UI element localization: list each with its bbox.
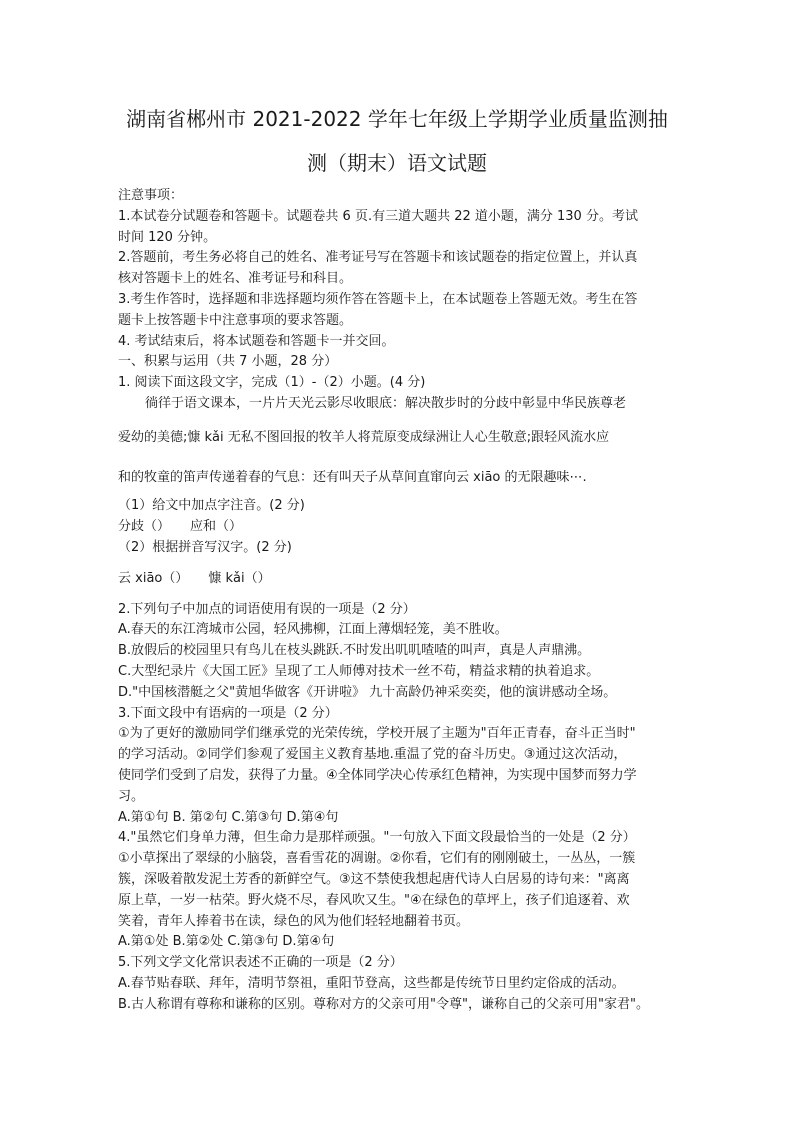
- q2-option: B.放假后的校园里只有鸟儿在枝头跳跃.不时发出叽叽喳喳的叫声，真是人声鼎沸。: [118, 643, 591, 659]
- q4-text-line: 笑着，青年人捧着书在读，绿色的风为他们轻轻地翻着书页。: [118, 913, 470, 929]
- q4-stem: 4."虽然它们身单力薄，但生命力是那样顽强。"一句放入下面文段最恰当的一处是（2 分）: [118, 830, 636, 846]
- q5-stem: 5.下列文学文化常识表述不正确的一项是（2 分）: [118, 955, 403, 971]
- q2-stem: 2.下列句子中加点的词语使用有误的一项是（2 分）: [118, 601, 416, 617]
- q1-stem: 1. 阅读下面这段文字，完成（1）-（2）小题。(4 分): [118, 375, 426, 391]
- notice-line: 时间 120 分钟。: [118, 229, 217, 245]
- q1-passage-line: 和的牧童的笛声传递着春的气息：还有叫天子从草间直窜向云 xiāo 的无限趣味⋯.: [118, 469, 587, 485]
- notice-line: 3.考生作答时，选择题和非选择题均须作答在答题卡上，在本试题卷上答题无效。考生在答: [118, 291, 638, 307]
- notice-line: 4. 考试结束后，将本试题卷和答题卡一并交回。: [118, 333, 395, 349]
- q4-text-line: 簇，深吸着散发泥土芳香的新鲜空气。③这不禁使我想起唐代诗人白居易的诗句来："离离: [118, 871, 630, 887]
- section-heading: 一、积累与运用（共 7 小题，28 分）: [118, 354, 338, 370]
- exam-body: [118, 186, 676, 1015]
- q4-options: A.第①处 B.第②处 C.第③句 D.第④句: [118, 934, 335, 950]
- q1-sub1-b: 应和（）: [190, 519, 243, 535]
- q3-options: A.第①句 B. 第②句 C.第③句 D.第④句: [118, 809, 339, 825]
- q1-sub2-a: 云 xiāo（）: [118, 570, 189, 586]
- q5-option: B.古人称谓有尊称和谦称的区别。尊称对方的父亲可用"令尊"，谦称自己的父亲可用"家君"。: [118, 996, 649, 1012]
- q1-passage-line: 徜徉于语文课本，一片片天光云影尽收眼底：解决散步时的分歧中彰显中华民族尊老: [145, 395, 627, 411]
- q3-text-line: 的学习活动。②同学们参观了爱国主义教育基地.重温了党的奋斗历史。③通过这次活动，: [118, 747, 627, 763]
- q1-sub1: （1）给文中加点字注音。(2 分): [118, 498, 305, 514]
- q1-sub2: （2）根据拼音写汉字。(2 分): [118, 539, 292, 555]
- q2-option: D."中国核潜艇之父"黄旭华做客《开讲啦》 九十高龄仍神采奕奕，他的演讲感动全场。: [118, 684, 617, 700]
- notice-line: 2.答题前，考生务必将自己的姓名、准考证号写在答题卡和该试题卷的指定位置上，并认真: [118, 250, 638, 266]
- q3-text-line: ①为了更好的激励同学们继承党的光荣传统，学校开展了主题为"百年正青春，奋斗正当时": [118, 726, 636, 742]
- exam-title-line1: 湖南省郴州市 2021-2022 学年七年级上学期学业质量监测抽: [126, 107, 668, 131]
- notice-line: 题卡上按答题卡中注意事项的要求答题。: [118, 312, 353, 328]
- q1-sub2-b: 慷 kǎi（）: [208, 570, 271, 586]
- q4-text-line: 原上草，一岁一枯荣。野火烧不尽，春风吹又生。"④在绿色的草坪上，孩子们追逐着、欢: [118, 892, 630, 908]
- q4-text-line: ①小草探出了翠绿的小脑袋，喜看雪花的凋谢。②你看，它们有的刚刚破土，一丛丛，一簇: [118, 851, 636, 867]
- exam-title-line2: 测（期末）语文试题: [307, 151, 487, 175]
- notice-line: 核对答题卡上的姓名、准考证号和科目。: [118, 271, 353, 287]
- q1-sub1-a: 分歧（）: [118, 519, 171, 535]
- q3-stem: 3.下面文段中有语病的一项是（2 分）: [118, 705, 338, 721]
- q2-option: A.春天的东江湾城市公园，轻风拂柳，江面上薄烟轻笼，美不胜收。: [118, 622, 508, 638]
- q1-sub2-answers: [118, 569, 676, 590]
- q1-passage-line: 爱幼的美德;慷 kǎi 无私不图回报的牧羊人将荒原变成绿洲让人心生敬意;跟轻风流水应: [118, 429, 610, 445]
- q1-sub1-answers: [118, 517, 676, 538]
- q3-text-line: 习。: [118, 788, 145, 804]
- notice-header: 注意事项：: [118, 188, 184, 203]
- notice-line: 1.本试卷分试题卷和答题卡。试题卷共 6 页.有三道大题共 22 道小题，满分 130 分。考试: [118, 208, 638, 224]
- q2-option: C.大型纪录片《大国工匠》呈现了工人师傅对技术一丝不苟，精益求精的执着追求。: [118, 663, 600, 679]
- q5-option: A.春节贴春联、拜年，清明节祭祖，重阳节登高，这些都是传统节日里约定俗成的活动。: [118, 975, 625, 991]
- q3-text-line: 使同学们受到了启发，获得了力量。④全体同学决心传承红色精神，为实现中国梦而努力学: [118, 767, 637, 783]
